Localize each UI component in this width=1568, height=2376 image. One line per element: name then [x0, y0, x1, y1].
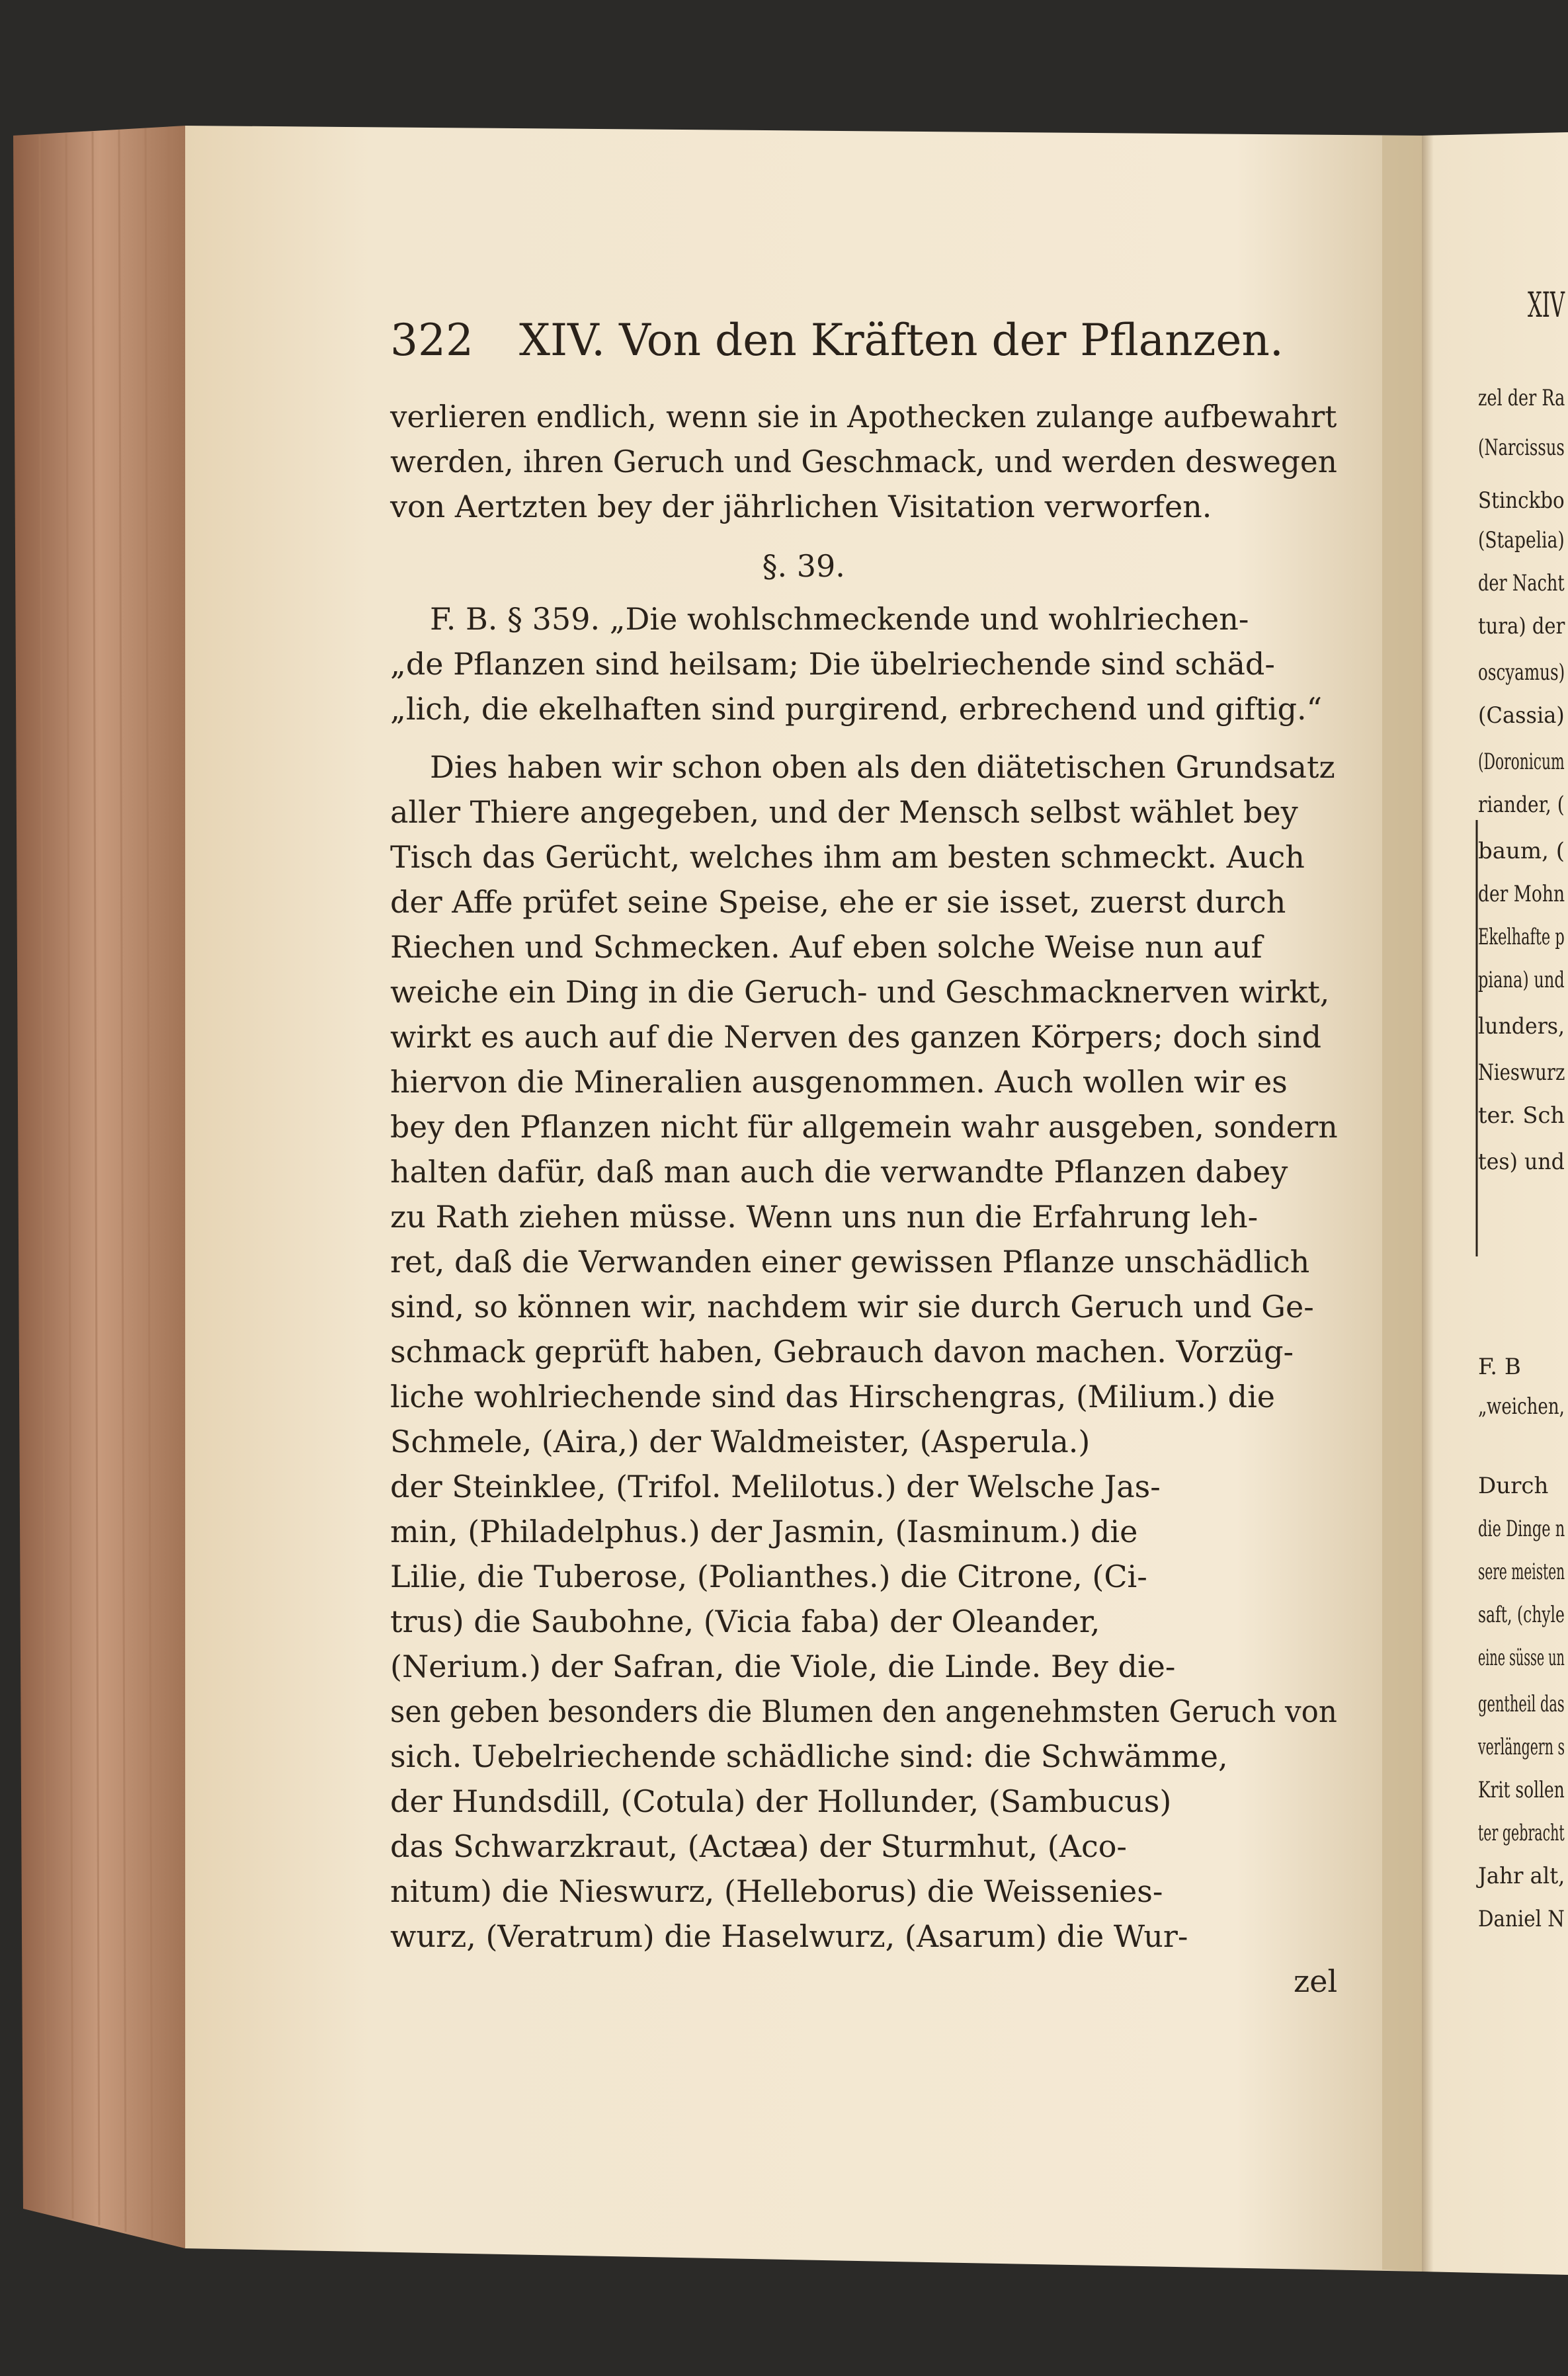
body-line: halten dafür, daß man auch die verwandte Pflanzen dabey: [390, 1154, 1288, 1190]
body-line: sind, so können wir, nachdem wir sie durch Geruch und Ge-: [390, 1289, 1314, 1325]
right-page-fragment: (Doronicum: [1478, 749, 1565, 775]
body-line: zel: [1294, 1963, 1338, 1999]
body-line: wurz, (Veratrum) die Haselwurz, (Asarum) die Wur-: [390, 1918, 1188, 1954]
right-page-fragment: baum, (: [1478, 838, 1565, 864]
right-page-fragment: Durch: [1478, 1473, 1549, 1499]
body-line: wirkt es auch auf die Nerven des ganzen Körpers; doch sind: [390, 1019, 1322, 1055]
right-page-fragment: Jahr alt,: [1478, 1863, 1565, 1889]
body-line: sen geben besonders die Blumen den angenehmsten Geruch von: [390, 1694, 1337, 1729]
right-page-fragment: Ekelhafte p: [1478, 924, 1565, 950]
right-page-fragment: Krit sollen: [1478, 1777, 1565, 1803]
right-page-fragment: sere meisten: [1478, 1559, 1565, 1585]
body-line: das Schwarzkraut, (Actæa) der Sturmhut, (Aco-: [390, 1828, 1127, 1864]
body-line: trus) die Saubohne, (Vicia faba) der Oleander,: [390, 1604, 1100, 1639]
right-page-fragment: ter. Sch: [1478, 1102, 1565, 1129]
body-line: aller Thiere angegeben, und der Mensch selbst wählet bey: [390, 794, 1298, 830]
body-line: verlieren endlich, wenn sie in Apothecken zulange aufbewahrt: [390, 399, 1337, 434]
body-line: zu Rath ziehen müsse. Wenn uns nun die Erfahrung leh-: [390, 1199, 1259, 1235]
body-line: liche wohlriechende sind das Hirschengras, (Milium.) die: [390, 1379, 1275, 1414]
right-page-fragment: piana) und: [1478, 967, 1565, 993]
right-page-fragment: Stinckbo: [1478, 487, 1565, 514]
body-line: bey den Pflanzen nicht für allgemein wahr ausgeben, sondern: [390, 1109, 1338, 1145]
right-page-fragment: verlängern s: [1478, 1734, 1565, 1760]
right-page-fragment: Daniel N: [1478, 1906, 1565, 1932]
right-page-fragment: (Cassia): [1478, 702, 1565, 729]
body-line: „de Pflanzen sind heilsam; Die übelriechende sind schäd-: [390, 646, 1275, 682]
right-page-fragment: (Narcissus: [1478, 434, 1565, 461]
right-page-fragment: riander, (: [1478, 792, 1565, 818]
body-line: „lich, die ekelhaften sind purgirend, erbrechend und giftig.“: [390, 691, 1323, 727]
right-page-fragment: „weichen,: [1478, 1393, 1565, 1420]
body-line: §. 39.: [762, 548, 845, 584]
right-page-fragment: oscyamus): [1478, 659, 1565, 686]
body-line: Tisch das Gerücht, welches ihm am besten schmeckt. Auch: [390, 839, 1305, 875]
body-line: Schmele, (Aira,) der Waldmeister, (Asperula.): [390, 1424, 1091, 1459]
body-line: weiche ein Ding in die Geruch- und Geschmacknerven wirkt,: [390, 974, 1330, 1010]
right-page-fragment: die Dinge n: [1478, 1516, 1565, 1542]
body-line: ret, daß die Verwanden einer gewissen Pflanze unschädlich: [390, 1244, 1310, 1280]
right-page-fragment: (Stapelia): [1478, 527, 1565, 553]
right-page-fragment: der Mohn: [1478, 881, 1565, 907]
body-line: werden, ihren Geruch und Geschmack, und werden deswegen: [390, 444, 1337, 479]
right-page-fragment: saft, (chyle: [1478, 1602, 1565, 1628]
body-line: Dies haben wir schon oben als den diätetischen Grundsatz: [430, 749, 1335, 785]
body-line: Riechen und Schmecken. Auf eben solche Weise nun auf: [390, 929, 1262, 965]
right-page-fragment: tura) der: [1478, 613, 1565, 639]
right-page-fragment: lunders,: [1478, 1013, 1565, 1040]
running-head: XIV. Von den Kräften der Pflanzen.: [519, 315, 1284, 366]
body-line: der Steinklee, (Trifol. Melilotus.) der Welsche Jas-: [390, 1469, 1161, 1504]
body-line: schmack geprüft haben, Gebrauch davon machen. Vorzüg-: [390, 1334, 1294, 1370]
right-page-fragment: gentheil das: [1478, 1691, 1565, 1717]
body-line: nitum) die Nieswurz, (Helleborus) die Weissenies-: [390, 1873, 1163, 1909]
right-page-fragment: XIV: [1528, 286, 1565, 325]
body-line: von Aertzten bey der jährlichen Visitation verworfen.: [390, 489, 1212, 524]
body-line: der Hundsdill, (Cotula) der Hollunder, (Sambucus): [390, 1783, 1172, 1819]
right-page-fragment: tes) und: [1478, 1149, 1565, 1175]
body-line: sich. Uebelriechende schädliche sind: die Schwämme,: [390, 1739, 1228, 1774]
right-page-fragment: eine süsse un: [1478, 1645, 1565, 1671]
body-line: Lilie, die Tuberose, (Polianthes.) die Citrone, (Ci-: [390, 1559, 1147, 1594]
right-page-fragment: der Nacht: [1478, 570, 1565, 596]
body-line: hiervon die Mineralien ausgenommen. Auch wollen wir es: [390, 1064, 1288, 1100]
right-page-fragment: zel der Ra: [1478, 385, 1565, 411]
right-page-fragment: F. B: [1478, 1354, 1521, 1380]
body-line: F. B. § 359. „Die wohlschmeckende und wohlriechen-: [430, 601, 1249, 637]
right-page-fragment: Nieswurz: [1478, 1059, 1565, 1086]
body-line: (Nerium.) der Safran, die Viole, die Linde. Bey die-: [390, 1649, 1176, 1684]
body-line: der Affe prüfet seine Speise, ehe er sie isset, zuerst durch: [390, 884, 1286, 920]
right-page-fragment: ter gebracht: [1478, 1820, 1565, 1846]
body-line: min, (Philadelphus.) der Jasmin, (Iasminum.) die: [390, 1514, 1138, 1549]
page-number: 322: [390, 315, 474, 366]
